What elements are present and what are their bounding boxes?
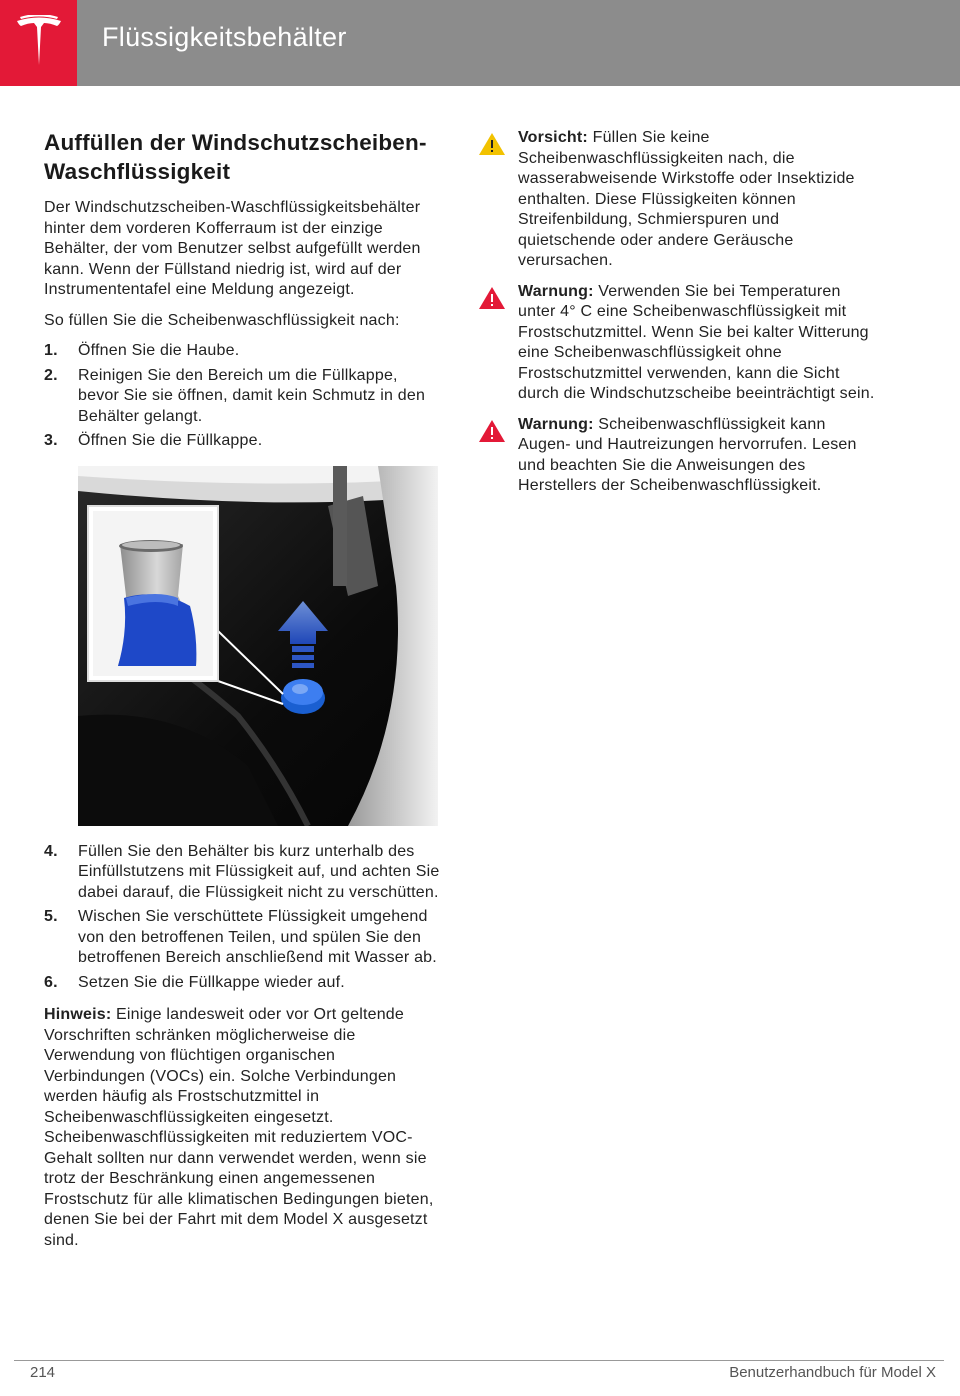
list-item: 5. Wischen Sie verschüttete Flüssigkeit umgehend von den betroffenen Teilen, und spülen Sie den betroffenen Bereich anschließend mit Wasser ab. xyxy=(44,908,437,966)
right-column xyxy=(478,128,878,507)
tesla-logo-icon xyxy=(14,15,64,71)
warning-alert: Warnung: Verwenden Sie bei Temperaturen unter 4° C eine Scheibenwaschflüssigkeit mit Frostschutzmittel. Wenn Sie bei kalter Witterung eine Scheibenwaschflüssigkeit ohne Frostschutzmittel verwenden, kann die Sicht durch die Windschutzscheibe beeinträchtigt sein. xyxy=(478,282,878,405)
caution-triangle-icon xyxy=(478,132,506,156)
lead-paragraph: So füllen Sie die Scheibenwaschflüssigkeit nach: xyxy=(44,311,400,329)
list-item: 1. Öffnen Sie die Haube. xyxy=(44,342,240,359)
left-column xyxy=(44,128,440,1261)
list-item: 2. Reinigen Sie den Bereich um die Füllkappe, bevor Sie sie öffnen, damit kein Schmutz in den Behälter gelangt. xyxy=(44,366,426,425)
note-text: Einige landesweit oder vor Ort geltende Vorschriften schränken möglicherweise die Verwendung von flüchtigen organischen Verbindungen (VOCs) ein. Solche Verbindungen werden häufig als Frostschutzmittel in Scheibenwaschflüssigkeiten eingesetzt. Scheibenwaschflüssigkeiten mit reduziertem VOC-Gehalt sollten nur dann verwendet werden, wenn sie trotz der Beschränkung einen angemessenen Frostschutz für alle klimatischen Bedingungen bieten, denen Sie bei der Fahrt mit dem Model X ausgesetzt sind. xyxy=(44,1006,434,1249)
reservoir-illustration xyxy=(78,466,438,826)
section-heading: Auffüllen der Windschutzscheiben-Waschflüssigkeit xyxy=(44,130,427,184)
list-item: 3. Öffnen Sie die Füllkappe. xyxy=(44,432,263,449)
caution-alert: Vorsicht: Füllen Sie keine Scheibenwaschflüssigkeiten nach, die wasserabweisende Wirkstoffe oder Insektizide enthalten. Diese Flüssigkeiten können Streifenbildung, Schmierspuren und quietschende oder andere Geräusche verursachen. xyxy=(478,128,878,272)
note-paragraph xyxy=(44,1005,440,1251)
list-item: 6. Setzen Sie die Füllkappe wieder auf. xyxy=(44,973,345,991)
intro-paragraph: Der Windschutzscheiben-Waschflüssigkeitsbehälter hinter dem vorderen Kofferraum ist der einzige Behälter, der vom Benutzer selbst aufgefüllt werden kann. Wenn der Füllstand niedrig ist, wird auf der Instrumententafel eine Meldung angezeigt. xyxy=(44,199,421,298)
page-header xyxy=(0,0,960,86)
note-label: Hinweis: xyxy=(44,1006,112,1023)
steps-list-b xyxy=(44,842,440,994)
footer-divider xyxy=(14,1360,944,1361)
steps-list-a xyxy=(44,341,440,452)
warning-triangle-icon xyxy=(478,286,506,310)
warning-alert: Warnung: Scheibenwaschflüssigkeit kann Augen- und Hautreizungen hervorrufen. Lesen und beachten Sie die Anweisungen des Herstellers der Scheibenwaschflüssigkeit. xyxy=(478,415,878,497)
page-number: 214 xyxy=(30,1364,56,1381)
footer-title: Benutzerhandbuch für Model X xyxy=(729,1364,936,1381)
washer-reservoir-photo xyxy=(78,466,438,826)
brand-logo xyxy=(0,0,77,86)
warning-triangle-icon xyxy=(478,419,506,443)
list-item: 4. Füllen Sie den Behälter bis kurz unterhalb des Einfüllstutzens mit Flüssigkeit auf, und achten Sie dabei darauf, die Flüssigkeit nicht zu verschütten. xyxy=(44,842,440,901)
page-title: Flüssigkeitsbehälter xyxy=(102,22,347,52)
